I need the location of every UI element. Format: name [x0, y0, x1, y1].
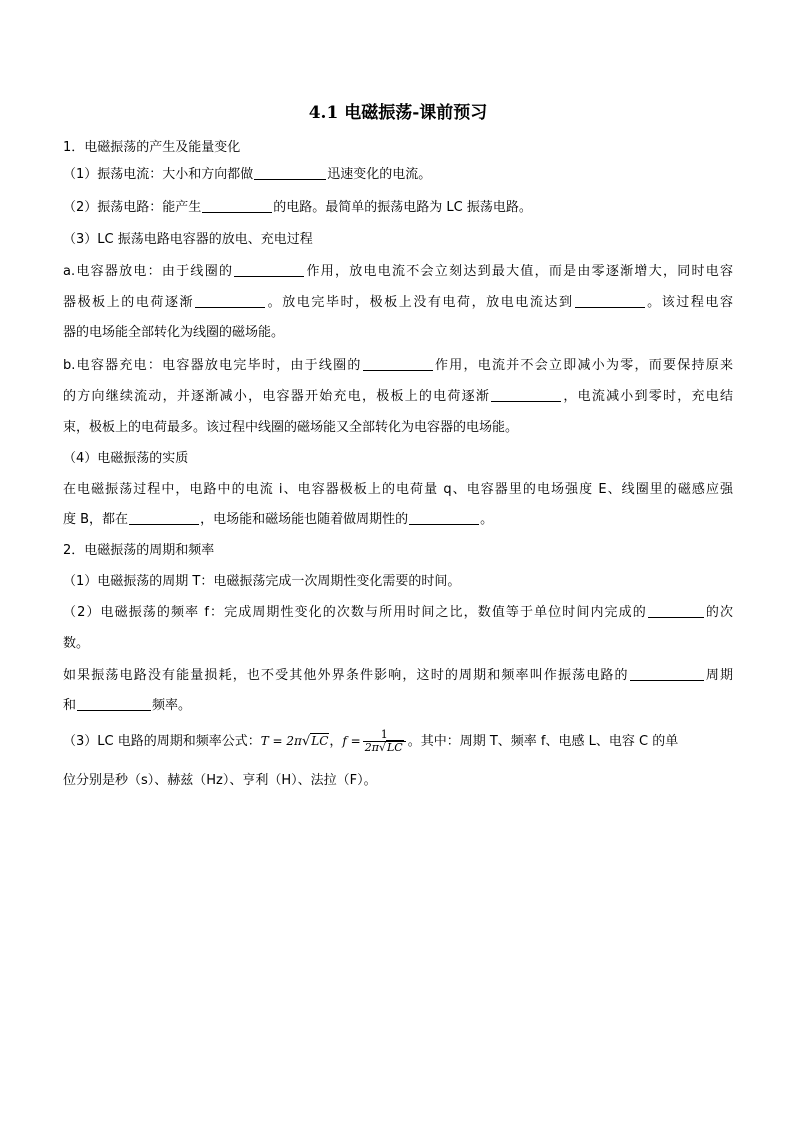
- period-formula: T = 2π√LC: [260, 734, 329, 749]
- s1-b-text-a: b.电容器充电：电容器放电完毕时，由于线圈的: [63, 358, 362, 373]
- s1-a-text-d: 。放电完毕时，极板上没有电荷，放电电流达到: [266, 295, 574, 310]
- blank-field[interactable]: [129, 512, 199, 525]
- s1-b-line2: [63, 389, 733, 405]
- s1-b-line1: [63, 358, 733, 374]
- s1-item3: （3）LC 振荡电路电容器的放电、充电过程: [63, 232, 313, 247]
- blank-field[interactable]: [77, 698, 151, 711]
- s1-item4-text-c: 。: [480, 512, 494, 527]
- s1-a-line3: 器的电场能全部转化为线圈的磁场能。: [63, 325, 285, 340]
- blank-field[interactable]: [491, 389, 561, 402]
- s1-a-line2: [63, 295, 733, 311]
- s1-item2-text-b: 的电路。最简单的振荡电路为 LC 振荡电路。: [273, 200, 532, 215]
- s2-para-text-a: 如果振荡电路没有能量损耗，也不受其他外界条件影响，这时的周期和频率叫作振荡电路的: [63, 668, 629, 683]
- s1-item1: [63, 167, 431, 183]
- blank-field[interactable]: [363, 358, 433, 371]
- s1-item4-text-b: ，电场能和磁场能也随着做周期性的: [200, 512, 409, 527]
- s1-item4-line1: 在电磁振荡过程中，电路中的电流 i、电容器极板上的电荷量 q、电容器里的电场强度 E、线圈里的磁感应强: [63, 482, 733, 497]
- s2-item2-text-b: 的次: [704, 605, 733, 620]
- s1-b-line3: 束，极板上的电荷最多。该过程中线圈的磁场能又全部转化为电容器的电场能。: [63, 420, 519, 435]
- blank-field[interactable]: [254, 167, 326, 180]
- s1-item4: （4）电磁振荡的实质: [63, 451, 189, 466]
- s2-item3-line2: 位分别是秒（s）、赫兹（Hz）、亨利（H）、法拉（F）。: [63, 773, 377, 788]
- blank-field[interactable]: [648, 605, 704, 618]
- blank-field[interactable]: [575, 295, 645, 308]
- s1-a-text-c: 器极板上的电荷逐渐: [63, 295, 195, 310]
- s1-item2: [63, 200, 532, 216]
- s1-a-line1: [63, 264, 733, 280]
- frequency-formula: f = $\frac{1}{2\pi√LC}$: [342, 734, 407, 748]
- s2-item2-line1: [63, 605, 733, 621]
- s1-item1-text-a: （1）振荡电流：大小和方向都做: [63, 167, 254, 182]
- blank-field[interactable]: [630, 668, 704, 681]
- section1-heading: 1．电磁振荡的产生及能量变化: [63, 140, 241, 155]
- s1-b-text-d: ，电流减小到零时，充电结: [562, 389, 733, 404]
- s2-item2-text-a: （2）电磁振荡的频率 f：完成周期性变化的次数与所用时间之比，数值等于单位时间内完成的: [63, 605, 647, 620]
- s2-item3-text-b: 。其中：周期 T、频率 f、电感 L、电容 C 的单: [407, 734, 679, 749]
- blank-field[interactable]: [202, 200, 272, 213]
- s1-b-text-b: 作用，电流并不会立即减小为零，而要保持原来: [433, 358, 733, 373]
- s2-item3-text-a: （3）LC 电路的周期和频率公式：: [63, 734, 261, 749]
- section2-heading: 2．电磁振荡的周期和频率: [63, 543, 215, 558]
- s1-item4-text-a: 度 B，都在: [63, 512, 129, 527]
- s2-item3-line1: [63, 726, 678, 757]
- page-title: 4.1 电磁振荡-课前预习: [308, 103, 488, 123]
- blank-field[interactable]: [195, 295, 265, 308]
- s2-para-text-c: 和: [63, 698, 77, 713]
- s2-para-text-b: 周期: [704, 668, 733, 683]
- s2-para-line2: [63, 698, 191, 714]
- s1-a-text-a: a.电容器放电：由于线圈的: [63, 264, 234, 279]
- blank-field[interactable]: [234, 264, 304, 277]
- s1-item4-line2: [63, 512, 493, 528]
- s1-item2-text-a: （2）振荡电路：能产生: [63, 200, 202, 215]
- s1-a-text-e: 。该过程电容: [645, 295, 733, 310]
- blank-field[interactable]: [409, 512, 479, 525]
- s1-b-text-c: 的方向继续流动，并逐渐减小，电容器开始充电，极板上的电荷逐渐: [63, 389, 491, 404]
- s2-item1: （1）电磁振荡的周期 T：电磁振荡完成一次周期性变化需要的时间。: [63, 574, 461, 589]
- s2-para-text-d: 频率。: [152, 698, 192, 713]
- s1-item1-text-b: 迅速变化的电流。: [327, 167, 432, 182]
- s2-item2-line2: 数。: [63, 636, 90, 651]
- s1-a-text-b: 作用，放电电流不会立刻达到最大值，而是由零逐渐增大，同时电容: [305, 264, 733, 279]
- s2-para-line1: [63, 668, 733, 684]
- formula-separator: ，: [329, 734, 343, 749]
